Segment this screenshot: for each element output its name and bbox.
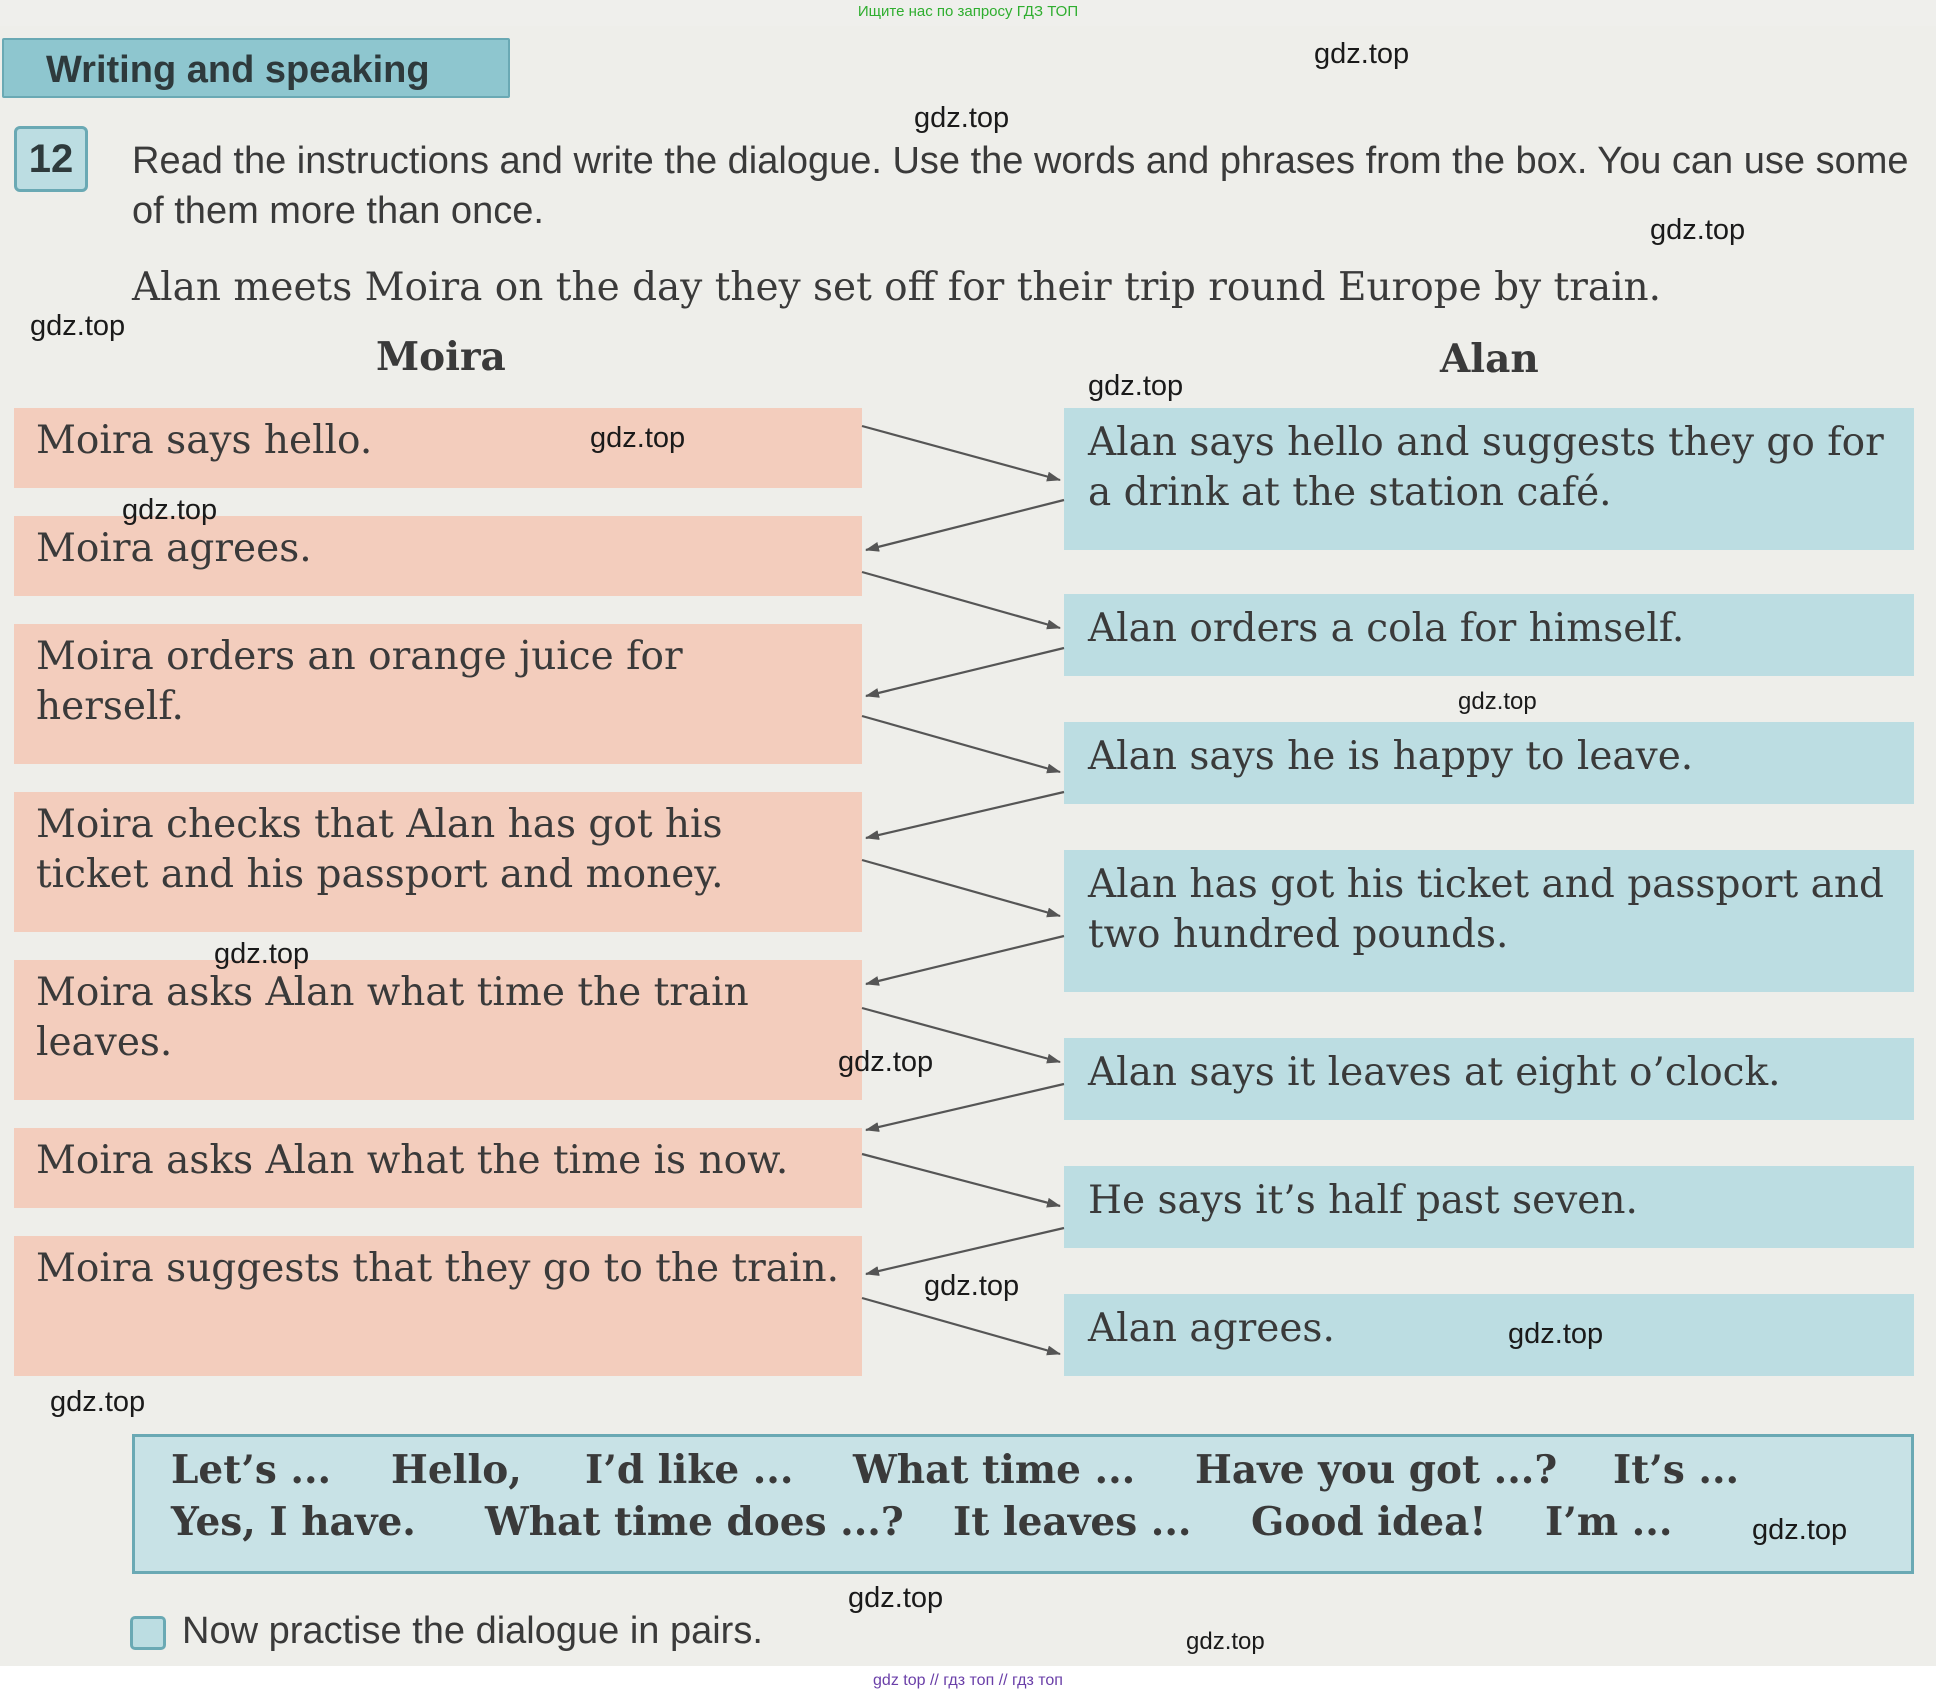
arrow-left: [866, 792, 1064, 838]
moira-line: Moira says hello.: [14, 408, 862, 488]
arrow-right: [862, 426, 1060, 480]
watermark: gdz.top: [214, 938, 310, 970]
arrow-right: [862, 1154, 1060, 1206]
watermark: gdz.top: [590, 422, 686, 454]
column-heading-moira: Moira: [376, 334, 506, 380]
arrow-right: [862, 716, 1060, 772]
watermark: gdz.top: [30, 310, 126, 342]
watermark: gdz.top: [122, 494, 218, 526]
arrow-right: [862, 860, 1060, 916]
alan-line: Alan says it leaves at eight o’clock.: [1064, 1038, 1914, 1120]
arrow-right: [862, 572, 1060, 628]
arrow-left: [866, 1084, 1064, 1130]
phrase: What time ...: [853, 1447, 1136, 1493]
watermark: gdz.top: [924, 1270, 1020, 1302]
alan-line: Alan has got his ticket and passport and two hundred pounds.: [1064, 850, 1914, 992]
phrase-box: [132, 1434, 1914, 1574]
arrow-left: [866, 648, 1064, 696]
top-banner: Ищите нас по запросу ГДЗ ТОП: [857, 3, 1079, 20]
watermark: gdz.top: [1458, 688, 1537, 715]
alan-line: He says it’s half past seven.: [1064, 1166, 1914, 1248]
phrase: It’s ...: [1613, 1447, 1740, 1493]
phrase: I’m ...: [1545, 1499, 1673, 1545]
watermark: gdz.top: [1508, 1318, 1604, 1350]
watermark: gdz.top: [50, 1386, 146, 1418]
moira-line: Moira asks Alan what time the train leaves.: [14, 960, 862, 1100]
bottom-banner: gdz top // гдз топ // гдз топ: [0, 1666, 1936, 1695]
arrow-left: [866, 936, 1064, 984]
practice-text: Now practise the dialogue in pairs.: [182, 1610, 763, 1652]
phrase: What time does ...?: [485, 1499, 904, 1545]
moira-line: Moira orders an orange juice for herself.: [14, 624, 862, 764]
phrase: Have you got ...?: [1195, 1447, 1558, 1493]
arrow-left: [866, 500, 1064, 550]
moira-line: Moira checks that Alan has got his ticket and his passport and money.: [14, 792, 862, 932]
scenario-text: Alan meets Moira on the day they set off for their trip round Europe by train.: [132, 265, 1662, 310]
watermark: gdz.top: [1186, 1628, 1265, 1655]
phrase: Good idea!: [1251, 1499, 1487, 1545]
practice-checkbox[interactable]: [130, 1616, 166, 1650]
alan-line: Alan agrees.: [1064, 1294, 1914, 1376]
watermark: gdz.top: [1314, 38, 1410, 70]
phrase: Hello,: [391, 1447, 522, 1493]
alan-line: Alan orders a cola for himself.: [1064, 594, 1914, 676]
phrase: I’d like ...: [585, 1447, 794, 1493]
arrow-right: [862, 1298, 1060, 1354]
moira-line: Moira agrees.: [14, 516, 862, 596]
watermark: gdz.top: [1752, 1514, 1848, 1546]
watermark: gdz.top: [1088, 370, 1184, 402]
watermark: gdz.top: [914, 102, 1010, 134]
moira-line: Moira suggests that they go to the train.: [14, 1236, 862, 1376]
phrase: It leaves ...: [953, 1499, 1192, 1545]
watermark: gdz.top: [1650, 214, 1746, 246]
instructions-text: Read the instructions and write the dialogue. Use the words and phrases from the box. You can use some of them more than once.: [132, 140, 1909, 232]
watermark: gdz.top: [838, 1046, 934, 1078]
moira-line: Moira asks Alan what the time is now.: [14, 1128, 862, 1208]
phrase: Yes, I have.: [171, 1499, 416, 1545]
phrase: Let’s ...: [171, 1447, 332, 1493]
arrow-left: [866, 1228, 1064, 1274]
column-heading-alan: Alan: [1440, 336, 1539, 382]
section-header: Writing and speaking: [2, 38, 510, 98]
alan-line: Alan says he is happy to leave.: [1064, 722, 1914, 804]
alan-line: Alan says hello and suggests they go for a drink at the station café.: [1064, 408, 1914, 550]
watermark: gdz.top: [848, 1582, 944, 1614]
exercise-number: 12: [14, 126, 88, 192]
